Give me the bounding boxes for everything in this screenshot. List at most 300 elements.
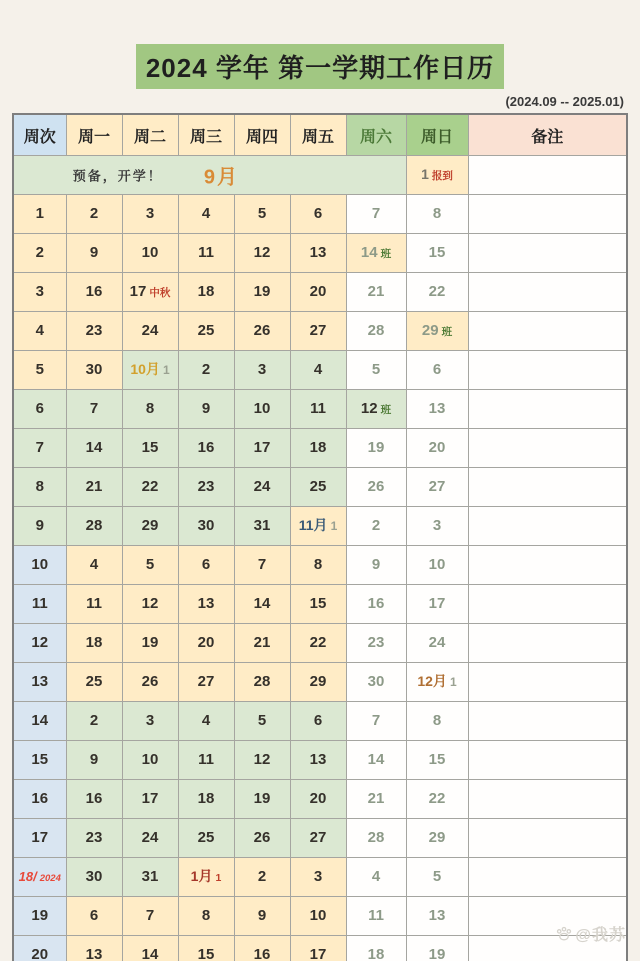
paw-icon xyxy=(556,926,572,942)
month-label: 9月 xyxy=(203,166,240,189)
day-cell-mon xyxy=(66,702,122,741)
cell-text: 22 xyxy=(141,478,159,495)
cell-text: 19 xyxy=(428,946,446,961)
day-cell-tue xyxy=(122,936,178,961)
cell-text: 13 xyxy=(428,400,446,417)
day-cell-fri xyxy=(290,234,346,273)
week-number-cell xyxy=(13,858,66,897)
cell-text: 28 xyxy=(367,829,385,846)
remark-cell xyxy=(468,819,627,858)
remark-cell xyxy=(468,741,627,780)
cell-text: 18 xyxy=(309,439,327,456)
cell-text: 14 xyxy=(360,244,378,261)
watermark xyxy=(556,922,626,945)
cell-text: 6 xyxy=(201,556,211,573)
day-cell-sun xyxy=(406,195,468,234)
day-cell-wed xyxy=(178,468,234,507)
day-cell-sat xyxy=(346,273,406,312)
day-cell-sat xyxy=(346,351,406,390)
day-cell-thu xyxy=(234,585,290,624)
cell-text: 15 xyxy=(428,751,446,768)
cell-text: 4 xyxy=(201,712,211,729)
cell-text: 10 xyxy=(309,907,327,924)
week-row xyxy=(13,585,627,624)
day-cell-mon xyxy=(66,312,122,351)
cell-text: 26 xyxy=(253,322,271,339)
cell-text: 2 xyxy=(371,517,381,534)
day-cell-sat xyxy=(346,546,406,585)
cell-text: 29 xyxy=(141,517,159,534)
cell-text: 27 xyxy=(309,322,327,339)
day-cell-sat xyxy=(346,429,406,468)
cell-text: 17 xyxy=(129,283,147,300)
cell-text: 24 xyxy=(141,322,159,339)
day-cell-sat xyxy=(346,195,406,234)
cell-text: 1月 xyxy=(190,868,213,884)
cell-text: 2 xyxy=(89,205,99,222)
day-cell-fri xyxy=(290,351,346,390)
cell-text: 班 xyxy=(380,248,392,260)
week-row xyxy=(13,546,627,585)
cell-text: 23 xyxy=(85,322,103,339)
cell-text: 19 xyxy=(141,634,159,651)
cell-text: 15 xyxy=(141,439,159,456)
cell-text: 27 xyxy=(309,829,327,846)
day-cell-sun xyxy=(406,585,468,624)
day-cell-sun xyxy=(406,858,468,897)
day-cell-wed xyxy=(178,780,234,819)
cell-text: 14 xyxy=(141,946,159,961)
cell-text: 8 xyxy=(432,712,442,729)
week-number-cell xyxy=(13,819,66,858)
day-cell-thu xyxy=(234,858,290,897)
remark-cell xyxy=(468,585,627,624)
cell-text: 17 xyxy=(428,595,446,612)
day-cell-wed xyxy=(178,195,234,234)
cell-text: 8 xyxy=(432,205,442,222)
cell-text: 11 xyxy=(310,400,326,417)
cell-text: 2 xyxy=(257,868,267,885)
cell-text: 22 xyxy=(309,634,327,651)
day-cell-fri xyxy=(290,507,346,546)
cell-text: 12 xyxy=(360,400,378,417)
day-cell-tue xyxy=(122,858,178,897)
day-cell-thu xyxy=(234,819,290,858)
cell-text: 30 xyxy=(85,361,103,378)
cell-text: 30 xyxy=(85,868,103,885)
day-cell-fri xyxy=(290,195,346,234)
cell-text: 1 xyxy=(162,363,170,377)
day-cell-sun xyxy=(406,897,468,936)
cell-text: 7 xyxy=(371,712,381,729)
day-cell-fri xyxy=(290,312,346,351)
day-cell-sun xyxy=(406,156,468,195)
cell-text: 班 xyxy=(380,404,392,416)
cell-text: 8 xyxy=(313,556,323,573)
cell-text: 28 xyxy=(85,517,103,534)
cell-text: 5 xyxy=(432,868,442,885)
cell-text: 20 xyxy=(428,439,446,456)
header-cell-week: 周次 xyxy=(13,114,66,156)
week-row xyxy=(13,858,627,897)
day-cell-wed xyxy=(178,858,234,897)
day-cell-sun xyxy=(406,780,468,819)
day-cell-mon xyxy=(66,936,122,961)
cell-text: 19 xyxy=(253,283,271,300)
day-cell-wed xyxy=(178,624,234,663)
day-cell-mon xyxy=(66,195,122,234)
day-cell-fri xyxy=(290,936,346,961)
week-row xyxy=(13,195,627,234)
day-cell-sat xyxy=(346,312,406,351)
day-cell-mon xyxy=(66,507,122,546)
cell-text: 18 xyxy=(197,283,215,300)
cell-text: 4 xyxy=(35,322,44,339)
week-row xyxy=(13,507,627,546)
day-cell-thu xyxy=(234,390,290,429)
day-cell-fri xyxy=(290,390,346,429)
cell-text: 20 xyxy=(31,946,49,961)
cell-text: 15 xyxy=(197,946,215,961)
day-cell-wed xyxy=(178,663,234,702)
cell-text: 6 xyxy=(432,361,442,378)
cell-text: 12 xyxy=(141,595,159,612)
day-cell-mon xyxy=(66,741,122,780)
semester-start-note: 预备，开学！ xyxy=(72,168,163,184)
cell-text: 20 xyxy=(197,634,215,651)
month-banner-september xyxy=(13,156,406,195)
cell-text: 13 xyxy=(31,673,49,690)
cell-text: 6 xyxy=(89,907,99,924)
cell-text: 24 xyxy=(141,829,159,846)
remark-cell xyxy=(468,351,627,390)
remark-cell xyxy=(468,273,627,312)
cell-text: 报到 xyxy=(431,170,453,182)
day-cell-wed xyxy=(178,351,234,390)
day-cell-sat xyxy=(346,234,406,273)
header-cell-remark: 备注 xyxy=(468,114,627,156)
week-number-cell xyxy=(13,234,66,273)
calendar-table xyxy=(12,113,628,961)
header-cell-wed: 周三 xyxy=(178,114,234,156)
cell-text: 20 xyxy=(309,790,327,807)
week-number-cell xyxy=(13,195,66,234)
day-cell-wed xyxy=(178,819,234,858)
title-bar xyxy=(0,44,640,89)
header-cell-tue: 周二 xyxy=(122,114,178,156)
cell-text: 26 xyxy=(141,673,159,690)
remark-cell xyxy=(468,195,627,234)
cell-text: 17 xyxy=(309,946,327,961)
cell-text: 9 xyxy=(35,517,44,534)
day-cell-thu xyxy=(234,663,290,702)
cell-text: 24 xyxy=(253,478,271,495)
day-cell-tue xyxy=(122,312,178,351)
cell-text: 8 xyxy=(145,400,155,417)
day-cell-sun xyxy=(406,351,468,390)
cell-text: 23 xyxy=(85,829,103,846)
cell-text: 11 xyxy=(198,751,214,768)
day-cell-fri xyxy=(290,468,346,507)
cell-text: 16 xyxy=(85,283,103,300)
page-title: 2024 学年 第一学期工作日历 xyxy=(136,44,504,89)
day-cell-wed xyxy=(178,741,234,780)
cell-text: 11 xyxy=(31,595,48,612)
day-cell-mon xyxy=(66,585,122,624)
day-cell-wed xyxy=(178,390,234,429)
week-row xyxy=(13,780,627,819)
day-cell-tue xyxy=(122,780,178,819)
week-number-cell xyxy=(13,390,66,429)
day-cell-fri xyxy=(290,429,346,468)
week-row xyxy=(13,741,627,780)
cell-text: 20 xyxy=(309,283,327,300)
cell-text: 19 xyxy=(367,439,385,456)
day-cell-tue xyxy=(122,897,178,936)
cell-text: 14 xyxy=(367,751,385,768)
day-cell-thu xyxy=(234,936,290,961)
cell-text: 18 xyxy=(85,634,103,651)
remark-cell xyxy=(468,390,627,429)
day-cell-sat xyxy=(346,390,406,429)
week-number-cell xyxy=(13,351,66,390)
cell-text: 9 xyxy=(89,244,99,261)
cell-text: 18 xyxy=(367,946,385,961)
cell-text: 3 xyxy=(145,205,155,222)
cell-text: 9 xyxy=(257,907,267,924)
week-number-cell xyxy=(13,780,66,819)
remark-cell xyxy=(468,156,627,195)
cell-text: 28 xyxy=(367,322,385,339)
cell-text: 22 xyxy=(428,283,446,300)
day-cell-sun xyxy=(406,741,468,780)
cell-text: 11 xyxy=(86,595,102,612)
day-cell-thu xyxy=(234,468,290,507)
day-cell-fri xyxy=(290,273,346,312)
cell-text: 7 xyxy=(257,556,267,573)
day-cell-thu xyxy=(234,351,290,390)
cell-text: 1 xyxy=(449,675,457,689)
cell-text: 29 xyxy=(309,673,327,690)
day-cell-sat xyxy=(346,819,406,858)
day-cell-fri xyxy=(290,702,346,741)
cell-text: 6 xyxy=(313,205,323,222)
day-cell-tue xyxy=(122,234,178,273)
cell-text: 18/ xyxy=(18,869,37,884)
cell-text: 16 xyxy=(85,790,103,807)
cell-text: 10 xyxy=(141,244,159,261)
week-number-cell xyxy=(13,429,66,468)
remark-cell xyxy=(468,312,627,351)
cell-text: 16 xyxy=(31,790,49,807)
day-cell-tue xyxy=(122,429,178,468)
week-row xyxy=(13,234,627,273)
cell-text: 30 xyxy=(197,517,215,534)
cell-text: 25 xyxy=(197,322,215,339)
cell-text: 13 xyxy=(309,244,327,261)
week-number-cell xyxy=(13,702,66,741)
cell-text: 26 xyxy=(253,829,271,846)
cell-text: 3 xyxy=(145,712,155,729)
day-cell-tue xyxy=(122,507,178,546)
remark-cell xyxy=(468,624,627,663)
cell-text: 11月 xyxy=(298,517,328,533)
cell-text: 10 xyxy=(141,751,159,768)
week-number-cell xyxy=(13,468,66,507)
cell-text: 11 xyxy=(198,244,214,261)
cell-text: 17 xyxy=(253,439,271,456)
week-number-cell xyxy=(13,585,66,624)
cell-text: 7 xyxy=(371,205,381,222)
day-cell-sun xyxy=(406,507,468,546)
day-cell-sat xyxy=(346,897,406,936)
header-cell-sat: 周六 xyxy=(346,114,406,156)
day-cell-sun xyxy=(406,468,468,507)
cell-text: 7 xyxy=(89,400,99,417)
week-number-cell xyxy=(13,312,66,351)
cell-text: 14 xyxy=(85,439,103,456)
header-cell-thu: 周四 xyxy=(234,114,290,156)
week-number-cell xyxy=(13,546,66,585)
day-cell-tue xyxy=(122,819,178,858)
cell-text: 25 xyxy=(85,673,103,690)
day-cell-fri xyxy=(290,741,346,780)
cell-text: 6 xyxy=(35,400,44,417)
cell-text: 22 xyxy=(428,790,446,807)
cell-text: 19 xyxy=(31,907,49,924)
month-row-september xyxy=(13,156,627,195)
cell-text: 29 xyxy=(421,322,439,339)
day-cell-sat xyxy=(346,702,406,741)
header-row xyxy=(13,114,627,156)
day-cell-mon xyxy=(66,234,122,273)
week-row xyxy=(13,819,627,858)
day-cell-fri xyxy=(290,858,346,897)
cell-text: 7 xyxy=(145,907,155,924)
day-cell-wed xyxy=(178,273,234,312)
cell-text: 14 xyxy=(31,712,49,729)
cell-text: 14 xyxy=(253,595,271,612)
cell-text: 9 xyxy=(201,400,211,417)
cell-text: 31 xyxy=(141,868,159,885)
cell-text: 2024 xyxy=(39,873,61,884)
day-cell-wed xyxy=(178,702,234,741)
cell-text: 10月 xyxy=(130,361,160,377)
day-cell-thu xyxy=(234,507,290,546)
day-cell-mon xyxy=(66,429,122,468)
week-number-cell xyxy=(13,273,66,312)
day-cell-fri xyxy=(290,819,346,858)
day-cell-fri xyxy=(290,897,346,936)
cell-text: 4 xyxy=(89,556,99,573)
day-cell-sat xyxy=(346,858,406,897)
week-number-cell xyxy=(13,936,66,961)
cell-text: 17 xyxy=(31,829,49,846)
cell-text: 3 xyxy=(35,283,44,300)
cell-text: 15 xyxy=(309,595,327,612)
day-cell-fri xyxy=(290,663,346,702)
day-cell-mon xyxy=(66,819,122,858)
cell-text: 30 xyxy=(367,673,385,690)
cell-text: 10 xyxy=(31,556,49,573)
day-cell-mon xyxy=(66,390,122,429)
day-cell-sun xyxy=(406,312,468,351)
day-cell-sat xyxy=(346,468,406,507)
day-cell-wed xyxy=(178,546,234,585)
day-cell-sun xyxy=(406,819,468,858)
cell-text: 1 xyxy=(35,205,44,222)
remark-cell xyxy=(468,780,627,819)
cell-text: 21 xyxy=(85,478,103,495)
cell-text: 28 xyxy=(253,673,271,690)
cell-text: 23 xyxy=(367,634,385,651)
remark-cell xyxy=(468,858,627,897)
week-row xyxy=(13,663,627,702)
cell-text: 4 xyxy=(201,205,211,222)
cell-text: 16 xyxy=(253,946,271,961)
cell-text: 5 xyxy=(257,205,267,222)
day-cell-sun xyxy=(406,234,468,273)
day-cell-thu xyxy=(234,195,290,234)
remark-cell xyxy=(468,234,627,273)
header-cell-mon: 周一 xyxy=(66,114,122,156)
remark-cell xyxy=(468,663,627,702)
day-cell-sun xyxy=(406,390,468,429)
week-number-cell xyxy=(13,897,66,936)
cell-text: 18 xyxy=(197,790,215,807)
day-cell-mon xyxy=(66,624,122,663)
day-cell-mon xyxy=(66,780,122,819)
day-cell-mon xyxy=(66,897,122,936)
cell-text: 3 xyxy=(257,361,267,378)
day-cell-tue xyxy=(122,546,178,585)
cell-text: 12 xyxy=(31,634,49,651)
day-cell-tue xyxy=(122,741,178,780)
day-cell-fri xyxy=(290,624,346,663)
day-cell-wed xyxy=(178,234,234,273)
cell-text: 27 xyxy=(428,478,446,495)
day-cell-sat xyxy=(346,936,406,961)
header-cell-fri: 周五 xyxy=(290,114,346,156)
day-cell-sun xyxy=(406,936,468,961)
cell-text: 1 xyxy=(330,519,338,533)
cell-text: 15 xyxy=(31,751,49,768)
day-cell-tue xyxy=(122,390,178,429)
day-cell-sat xyxy=(346,780,406,819)
cell-text: 13 xyxy=(197,595,215,612)
watermark-text: @我苏 xyxy=(575,927,626,944)
cell-text: 13 xyxy=(428,907,446,924)
day-cell-tue xyxy=(122,195,178,234)
day-cell-wed xyxy=(178,429,234,468)
day-cell-sun xyxy=(406,546,468,585)
week-row xyxy=(13,273,627,312)
week-number-cell xyxy=(13,741,66,780)
day-cell-sun xyxy=(406,663,468,702)
day-cell-sat xyxy=(346,585,406,624)
cell-text: 10 xyxy=(253,400,271,417)
day-cell-mon xyxy=(66,273,122,312)
day-cell-wed xyxy=(178,936,234,961)
cell-text: 29 xyxy=(428,829,446,846)
day-cell-tue xyxy=(122,624,178,663)
cell-text: 15 xyxy=(428,244,446,261)
remark-cell xyxy=(468,702,627,741)
remark-cell xyxy=(468,468,627,507)
day-cell-thu xyxy=(234,702,290,741)
cell-text: 16 xyxy=(197,439,215,456)
day-cell-thu xyxy=(234,234,290,273)
